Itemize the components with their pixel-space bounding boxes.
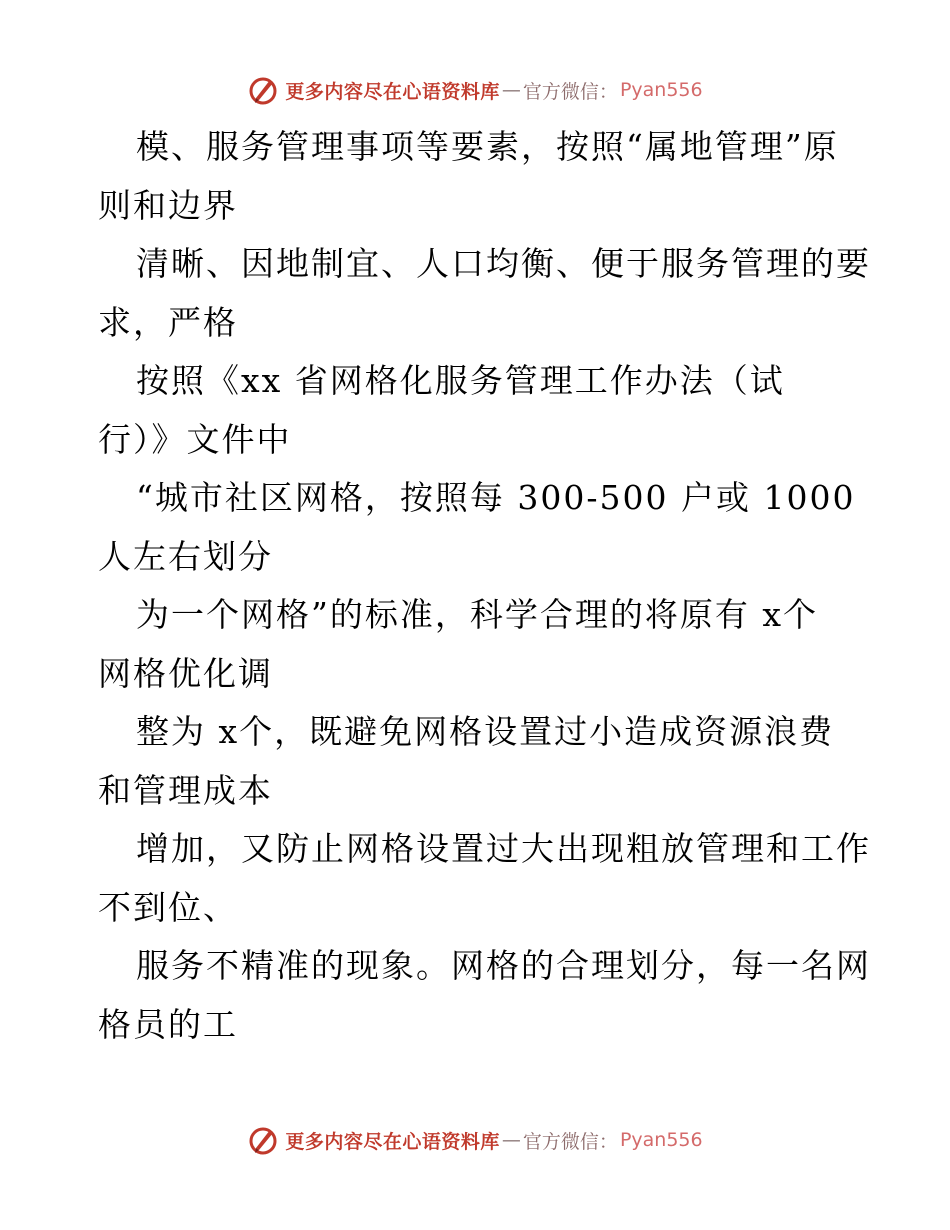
banner-wechat-label: 官方微信：: [522, 1130, 618, 1153]
banner-title: 更多内容尽在心语资料库: [285, 1130, 500, 1153]
body-line: 不到位、: [98, 887, 238, 927]
body-line: 行）》文件中: [98, 419, 292, 459]
banner-account: Pyan556: [619, 79, 703, 101]
body-line: 求，严格: [98, 302, 238, 342]
banner-separator: —: [501, 79, 521, 101]
body-line: 整为 x个，既避免网格设置过小造成资源浪费: [136, 712, 835, 751]
body-line: 增加，又防止网格设置过大出现粗放管理和工作: [136, 829, 871, 868]
quill-pen-logo-icon: [247, 74, 279, 106]
quill-pen-logo-icon: [247, 1124, 279, 1156]
banner-account: Pyan556: [619, 1129, 703, 1151]
body-line: 网格优化调: [98, 653, 273, 693]
footer-banner: [0, 1120, 950, 1160]
header-banner: [0, 70, 950, 110]
body-line: 为一个网格”的标准，科学合理的将原有 x个: [136, 595, 818, 634]
body-line: 人左右划分: [98, 536, 273, 576]
body-line: “城市社区网格，按照每 300-500 户或 1000: [136, 478, 856, 517]
body-line: 按照《xx 省网格化服务管理工作办法（试: [136, 361, 785, 400]
body-line: 清晰、因地制宜、人口均衡、便于服务管理的要: [136, 244, 871, 283]
banner-separator: —: [501, 1129, 521, 1151]
document-body: [98, 118, 871, 1054]
body-line: 模、服务管理事项等要素，按照“属地管理”原: [136, 127, 839, 166]
body-line: 则和边界: [98, 185, 238, 225]
body-line: 格员的工: [98, 1004, 238, 1044]
banner-title: 更多内容尽在心语资料库: [285, 80, 500, 103]
banner-wechat-label: 官方微信：: [522, 80, 618, 103]
body-line: 服务不精准的现象。网格的合理划分，每一名网: [136, 946, 871, 985]
body-line: 和管理成本: [98, 770, 273, 810]
